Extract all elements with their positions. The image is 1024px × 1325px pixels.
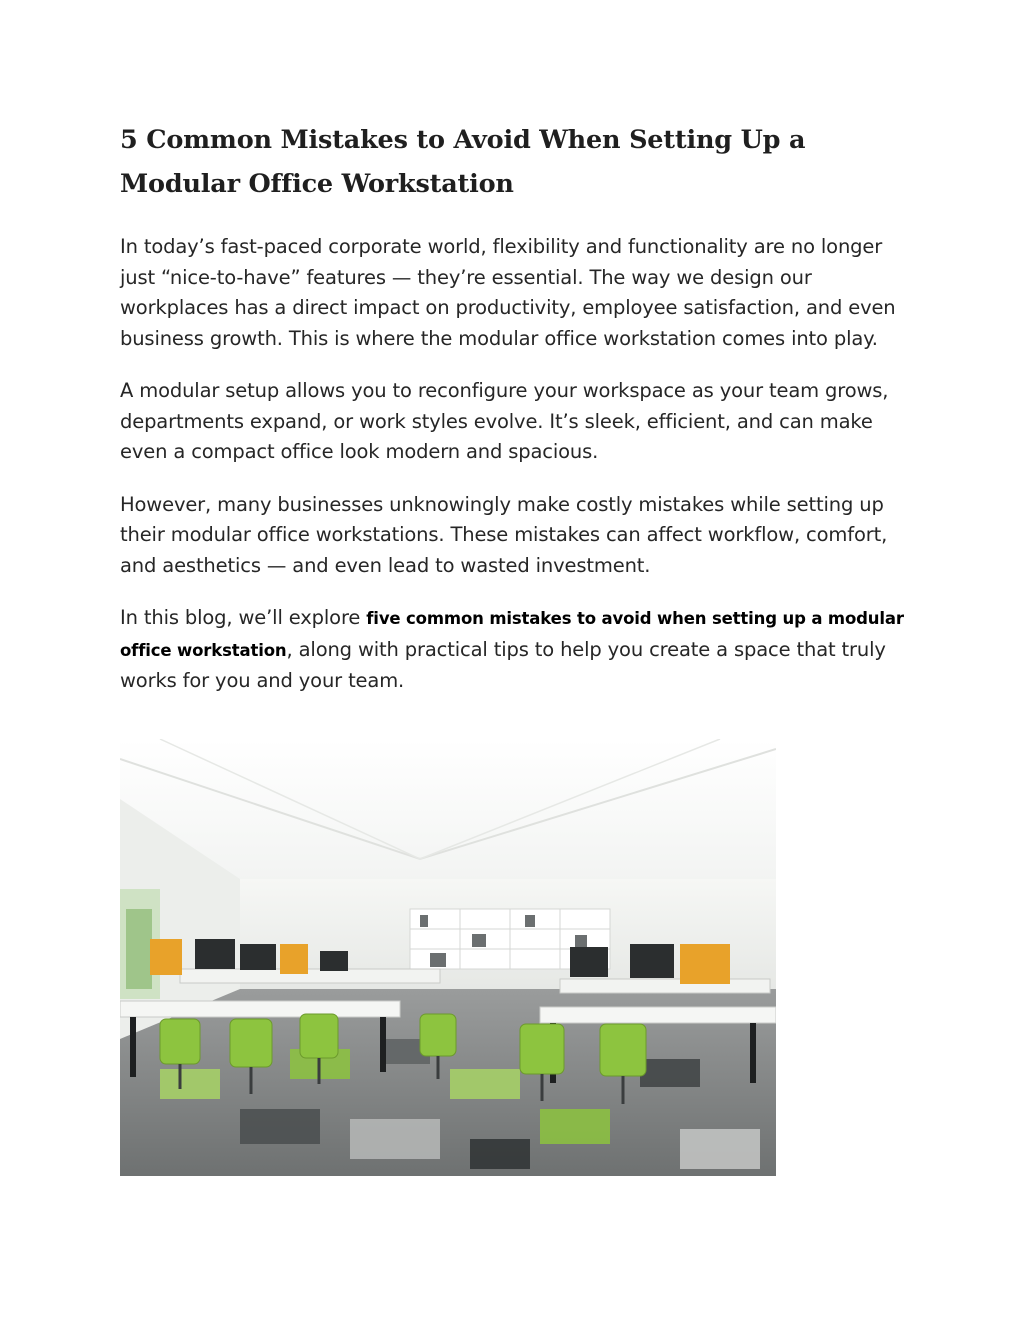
blog-intro-bold: five common mistakes to avoid when setting up a modular office workstation [120, 609, 904, 660]
modular-setup-paragraph: A modular setup allows you to reconfigure your workspace as your team grows, departments expand, or work styles evolve. It’s sleek, efficient, and can make even a compact office look modern and spacious. [120, 379, 889, 463]
article [120, 118, 910, 719]
article-title: 5 Common Mistakes to Avoid When Setting Up a Modular Office Workstation [120, 125, 806, 199]
mistakes-paragraph: However, many businesses unknowingly make costly mistakes while setting up their modular office workstations. These mistakes can affect workflow, comfort, and aesthetics — and even lead to wasted investment. [120, 492, 888, 577]
office-photo [120, 739, 776, 1176]
blog-intro-tail: , along with practical tips to help you create a space that truly works for you and your team. [120, 637, 886, 692]
blog-intro-text: In this blog, we’ll explore [120, 606, 367, 629]
intro-paragraph: In today’s fast-paced corporate world, flexibility and functionality are no longer just “nice-to-have” features — they’re essential. The way we design our workplaces has a direct impact on productivity, employee satisfaction, and even business growth. This is where the modular office workstation comes into play. [120, 235, 896, 350]
blog-intro-paragraph [120, 603, 910, 697]
